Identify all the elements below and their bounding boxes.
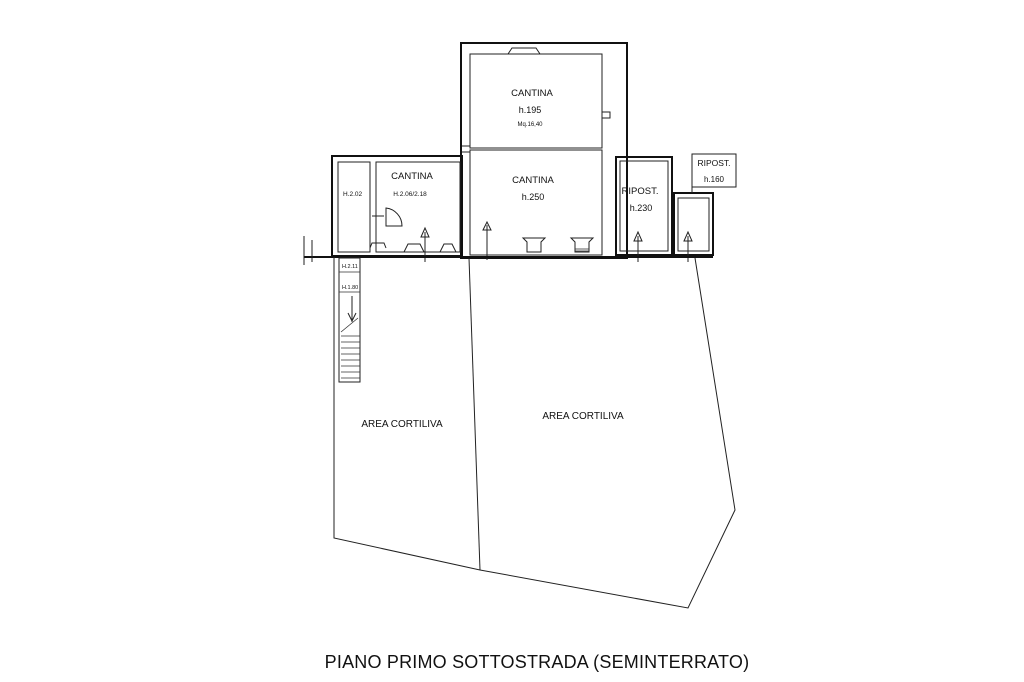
small-left-height: H.2.02 xyxy=(343,191,363,198)
cantina-upper-area: Mq.16,40 xyxy=(517,122,543,128)
cantina-left-height: H.2.06/2.18 xyxy=(393,191,427,198)
ripost-right xyxy=(674,154,736,262)
courtyard-left-label: AREA CORTILIVA xyxy=(361,419,443,430)
small-left-room xyxy=(338,162,370,252)
upper-building xyxy=(461,43,627,260)
ripost-middle-height: h.230 xyxy=(629,203,653,213)
courtyard-divider xyxy=(469,258,480,570)
cantina-left-label: CANTINA xyxy=(391,171,433,182)
cantina-upper-room xyxy=(470,54,602,148)
ripost-right-height: h.160 xyxy=(703,175,725,184)
window-top xyxy=(508,48,540,54)
ripost-right-outer-wall xyxy=(674,193,713,255)
stair-shaft xyxy=(339,258,360,382)
cantina-middle-label: CANTINA xyxy=(512,175,554,186)
stair-top-height: H.2.11 xyxy=(342,264,358,270)
courtyard-right-label: AREA CORTILIVA xyxy=(542,411,624,422)
pillar xyxy=(523,238,545,252)
ripost-middle-label: RIPOST. xyxy=(621,186,659,197)
entry-arrow xyxy=(483,222,491,260)
ripost-right-label: RIPOST. xyxy=(697,158,731,168)
opening xyxy=(404,244,424,252)
door-swing xyxy=(386,208,402,226)
plan-caption: PIANO PRIMO SOTTOSTRADA (SEMINTERRATO) xyxy=(324,652,750,672)
opening xyxy=(440,244,456,252)
ripost-right-room xyxy=(678,198,709,251)
stairs xyxy=(339,258,360,382)
ripost-middle xyxy=(616,157,672,262)
cantina-middle-room xyxy=(470,150,602,255)
stair-bottom-height: H.1.80 xyxy=(342,285,359,291)
stair-cut-line xyxy=(341,318,358,332)
wall-niche xyxy=(602,112,610,118)
courtyard-outline xyxy=(334,257,735,608)
stair-arrow xyxy=(348,296,356,322)
cantina-upper-height: h.195 xyxy=(518,105,542,115)
opening xyxy=(370,243,386,248)
pillar xyxy=(571,238,593,252)
cantina-upper-label: CANTINA xyxy=(511,88,553,99)
courtyards xyxy=(334,257,735,608)
left-building xyxy=(332,156,462,262)
cantina-middle-height: h.250 xyxy=(521,192,545,202)
